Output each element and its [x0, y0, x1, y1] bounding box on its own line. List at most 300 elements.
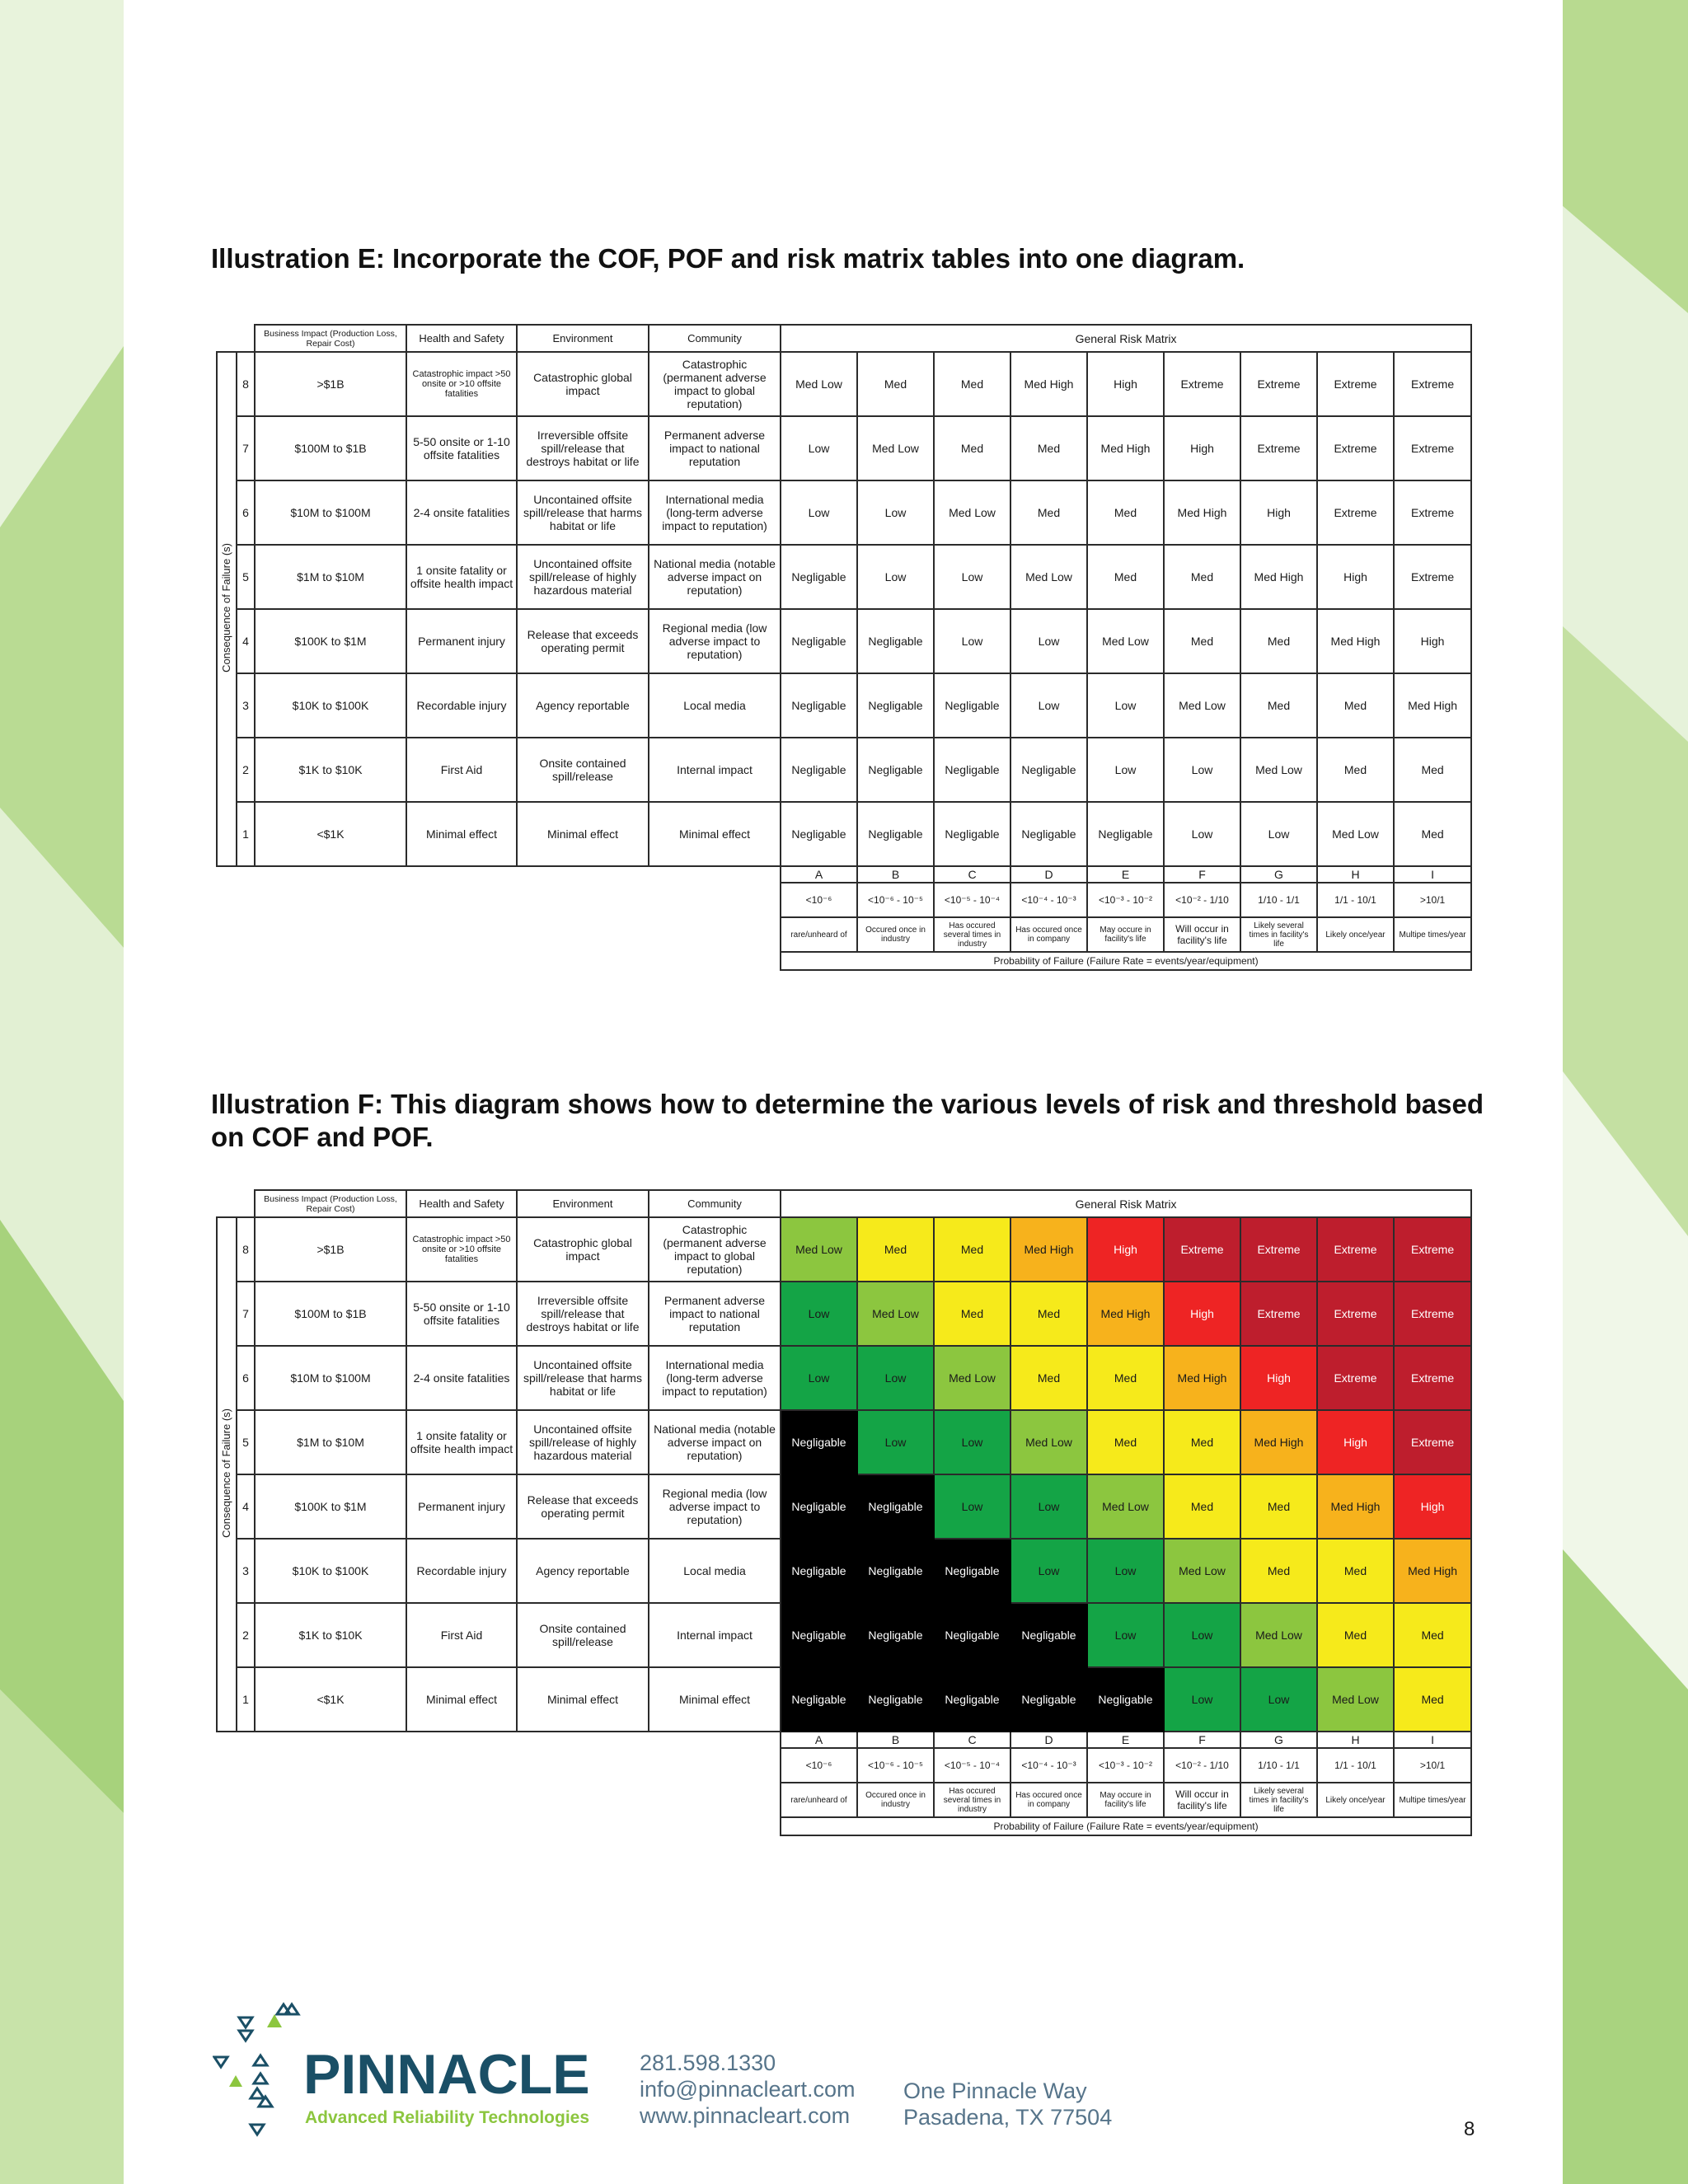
risk-cell: Med: [1087, 1346, 1164, 1410]
pof-spacer: [217, 1783, 781, 1817]
risk-cell: High: [1394, 1474, 1471, 1539]
cof-level: 7: [237, 1282, 255, 1346]
risk-cell: Med: [1010, 416, 1087, 480]
business-impact-cell: $100M to $1B: [255, 1282, 406, 1346]
risk-row: [217, 1539, 1471, 1603]
risk-cell: Extreme: [1317, 480, 1394, 545]
risk-cell: Low: [1010, 673, 1087, 738]
business-impact-cell: $10M to $100M: [255, 1346, 406, 1410]
risk-cell: Extreme: [1317, 1217, 1394, 1282]
pof-spacer: [217, 1732, 781, 1748]
health-safety-cell: 2-4 onsite fatalities: [406, 480, 517, 545]
cof-level: 6: [237, 1346, 255, 1410]
business-impact-cell: $1K to $10K: [255, 1603, 406, 1667]
environment-cell: Catastrophic global impact: [517, 352, 649, 416]
health-safety-cell: Permanent injury: [406, 1474, 517, 1539]
risk-cell: Low: [934, 545, 1010, 609]
risk-cell: Negligable: [1087, 1667, 1164, 1732]
risk-cell: Extreme: [1394, 480, 1471, 545]
header-business-impact: Business Impact (Production Loss, Repair Cost): [255, 1190, 406, 1217]
risk-cell: Med Low: [781, 1217, 857, 1282]
health-safety-cell: 1 onsite fatality or offsite health impact: [406, 1410, 517, 1474]
pof-letter: D: [1010, 1732, 1087, 1748]
contact-address-line1: One Pinnacle Way: [903, 2079, 1087, 2103]
risk-cell: Negligable: [934, 1603, 1010, 1667]
pof-spacer: [217, 952, 781, 970]
risk-cell: Med Low: [1240, 738, 1317, 802]
illustration-f-heading: Illustration F: This diagram shows how to determine the various levels of risk and threshold based on COF and POF.: [211, 1089, 1484, 1152]
risk-cell: Med High: [1317, 1474, 1394, 1539]
pof-rate: <10⁻⁶: [781, 1748, 857, 1783]
risk-cell: Med Low: [1317, 802, 1394, 866]
risk-cell: Med: [1394, 802, 1471, 866]
risk-cell: High: [1240, 480, 1317, 545]
risk-row: [217, 416, 1471, 480]
pof-description: Multipe times/year: [1394, 1783, 1471, 1817]
risk-cell: Med Low: [1087, 1474, 1164, 1539]
risk-row: [217, 1282, 1471, 1346]
community-cell: Permanent adverse impact to national reputation: [649, 416, 781, 480]
risk-cell: Negligable: [1010, 738, 1087, 802]
risk-cell: Negligable: [781, 1474, 857, 1539]
colored-risk-matrix-table: [216, 1189, 1472, 1836]
risk-cell: High: [1087, 1217, 1164, 1282]
header-health-safety: Health and Safety: [406, 1190, 517, 1217]
contact-email[interactable]: info@pinnacleart.com: [640, 2077, 856, 2102]
risk-cell: Med: [1240, 673, 1317, 738]
pof-rate: 1/10 - 1/1: [1240, 883, 1317, 917]
environment-cell: Uncontained offsite spill/release that harms habitat or life: [517, 480, 649, 545]
environment-cell: Catastrophic global impact: [517, 1217, 649, 1282]
community-cell: Permanent adverse impact to national reputation: [649, 1282, 781, 1346]
pof-letter: B: [857, 1732, 934, 1748]
risk-cell: Med: [934, 352, 1010, 416]
pof-letter: I: [1394, 1732, 1471, 1748]
contact-website[interactable]: www.pinnacleart.com: [640, 2103, 851, 2128]
risk-cell: High: [1240, 1346, 1317, 1410]
cof-level: 7: [237, 416, 255, 480]
header-health-safety: Health and Safety: [406, 325, 517, 352]
community-cell: Catastrophic (permanent adverse impact to global reputation): [649, 352, 781, 416]
risk-cell: Extreme: [1394, 1410, 1471, 1474]
risk-cell: Low: [1164, 1603, 1240, 1667]
business-impact-cell: >$1B: [255, 352, 406, 416]
risk-cell: High: [1164, 1282, 1240, 1346]
environment-cell: Uncontained offsite spill/release that harms habitat or life: [517, 1346, 649, 1410]
risk-cell: Negligable: [781, 1539, 857, 1603]
risk-cell: Negligable: [857, 1603, 934, 1667]
pof-rate: <10⁻³ - 10⁻²: [1087, 1748, 1164, 1783]
pof-description: Has occured once in company: [1010, 917, 1087, 952]
risk-cell: Negligable: [934, 673, 1010, 738]
health-safety-cell: 1 onsite fatality or offsite health impact: [406, 545, 517, 609]
risk-cell: Med: [1240, 609, 1317, 673]
cof-level: 2: [237, 1603, 255, 1667]
pof-rate: 1/1 - 10/1: [1317, 1748, 1394, 1783]
risk-cell: Med: [1240, 1539, 1317, 1603]
risk-cell: Low: [1164, 802, 1240, 866]
pof-letter: H: [1317, 866, 1394, 883]
business-impact-cell: $10M to $100M: [255, 480, 406, 545]
risk-cell: Med: [1240, 1474, 1317, 1539]
risk-cell: Low: [934, 609, 1010, 673]
risk-cell: Med Low: [1240, 1603, 1317, 1667]
header-environment: Environment: [517, 1190, 649, 1217]
risk-cell: Med Low: [934, 1346, 1010, 1410]
pof-spacer: [217, 1817, 781, 1835]
pof-description: rare/unheard of: [781, 917, 857, 952]
risk-cell: Extreme: [1317, 1346, 1394, 1410]
pof-description: May occure in facility's life: [1087, 1783, 1164, 1817]
pof-rate: >10/1: [1394, 883, 1471, 917]
illustration-f-diagram: [216, 1189, 1470, 1836]
pof-description: Has occured once in company: [1010, 1783, 1087, 1817]
risk-cell: Low: [1087, 673, 1164, 738]
environment-cell: Irreversible offsite spill/release that destroys habitat or life: [517, 416, 649, 480]
business-impact-cell: <$1K: [255, 802, 406, 866]
risk-cell: Negligable: [781, 673, 857, 738]
risk-cell: Med High: [1010, 352, 1087, 416]
community-cell: Catastrophic (permanent adverse impact to global reputation): [649, 1217, 781, 1282]
risk-cell: Med: [1164, 1474, 1240, 1539]
header-environment: Environment: [517, 325, 649, 352]
cof-level: 5: [237, 1410, 255, 1474]
cof-level: 5: [237, 545, 255, 609]
risk-cell: Low: [1164, 1667, 1240, 1732]
health-safety-cell: Catastrophic impact >50 onsite or >10 offsite fatalities: [406, 352, 517, 416]
risk-cell: Med: [1317, 1539, 1394, 1603]
risk-cell: Low: [934, 1410, 1010, 1474]
environment-cell: Release that exceeds operating permit: [517, 609, 649, 673]
business-impact-cell: $10K to $100K: [255, 673, 406, 738]
y-axis-cell: [217, 1217, 237, 1732]
risk-cell: Med High: [1010, 1217, 1087, 1282]
community-cell: Internal impact: [649, 1603, 781, 1667]
risk-cell: Extreme: [1394, 1282, 1471, 1346]
pof-description: Has occured several times in industry: [934, 917, 1010, 952]
pof-letter: C: [934, 1732, 1010, 1748]
risk-cell: Negligable: [934, 1667, 1010, 1732]
risk-cell: Low: [857, 480, 934, 545]
pof-spacer: [217, 917, 781, 952]
risk-cell: High: [1317, 1410, 1394, 1474]
risk-cell: Extreme: [1317, 416, 1394, 480]
risk-row: [217, 545, 1471, 609]
header-business-impact: Business Impact (Production Loss, Repair Cost): [255, 325, 406, 352]
risk-cell: Extreme: [1394, 1346, 1471, 1410]
risk-cell: Extreme: [1240, 352, 1317, 416]
environment-cell: Agency reportable: [517, 1539, 649, 1603]
pof-rate: <10⁻² - 1/10: [1164, 883, 1240, 917]
risk-row: [217, 1217, 1471, 1282]
pof-rate: 1/1 - 10/1: [1317, 883, 1394, 917]
risk-row: [217, 738, 1471, 802]
pof-spacer: [217, 866, 781, 883]
risk-cell: Low: [857, 1410, 934, 1474]
risk-cell: Med High: [1087, 1282, 1164, 1346]
risk-cell: Extreme: [1164, 1217, 1240, 1282]
risk-cell: Low: [1010, 1474, 1087, 1539]
community-cell: Minimal effect: [649, 1667, 781, 1732]
risk-cell: Negligable: [781, 738, 857, 802]
pof-description: May occure in facility's life: [1087, 917, 1164, 952]
risk-cell: Med: [1164, 1410, 1240, 1474]
pof-spacer: [217, 1748, 781, 1783]
risk-cell: Negligable: [781, 802, 857, 866]
risk-cell: Med: [1010, 1282, 1087, 1346]
health-safety-cell: Minimal effect: [406, 1667, 517, 1732]
cof-level: 4: [237, 609, 255, 673]
pof-rate: <10⁻⁴ - 10⁻³: [1010, 1748, 1087, 1783]
health-safety-cell: Minimal effect: [406, 802, 517, 866]
risk-cell: Negligable: [781, 609, 857, 673]
pof-rate: <10⁻⁵ - 10⁻⁴: [934, 883, 1010, 917]
risk-cell: Med: [934, 1217, 1010, 1282]
risk-cell: Extreme: [1394, 1217, 1471, 1282]
risk-cell: Med: [1087, 545, 1164, 609]
pof-rate: <10⁻⁶: [781, 883, 857, 917]
header-general-risk-matrix: General Risk Matrix: [781, 325, 1471, 352]
health-safety-cell: Recordable injury: [406, 1539, 517, 1603]
health-safety-cell: Permanent injury: [406, 609, 517, 673]
health-safety-cell: Catastrophic impact >50 onsite or >10 offsite fatalities: [406, 1217, 517, 1282]
environment-cell: Release that exceeds operating permit: [517, 1474, 649, 1539]
risk-cell: Extreme: [1394, 416, 1471, 480]
header-spacer: [217, 1190, 255, 1217]
health-safety-cell: First Aid: [406, 738, 517, 802]
risk-cell: Med Low: [1087, 609, 1164, 673]
risk-cell: Med High: [1164, 480, 1240, 545]
pof-rate: <10⁻⁶ - 10⁻⁵: [857, 1748, 934, 1783]
pof-letter: C: [934, 866, 1010, 883]
environment-cell: Uncontained offsite spill/release of highly hazardous material: [517, 1410, 649, 1474]
environment-cell: Uncontained offsite spill/release of highly hazardous material: [517, 545, 649, 609]
pof-description: Likely several times in facility's life: [1240, 917, 1317, 952]
pof-letter: I: [1394, 866, 1471, 883]
risk-cell: Low: [934, 1474, 1010, 1539]
risk-row: [217, 673, 1471, 738]
pof-title: Probability of Failure (Failure Rate = events/year/equipment): [781, 1817, 1471, 1835]
cof-level: 6: [237, 480, 255, 545]
risk-cell: Negligable: [857, 802, 934, 866]
community-cell: Regional media (low adverse impact to reputation): [649, 609, 781, 673]
community-cell: National media (notable adverse impact on reputation): [649, 1410, 781, 1474]
risk-cell: Med High: [1164, 1346, 1240, 1410]
risk-cell: Negligable: [1087, 802, 1164, 866]
risk-cell: Med Low: [934, 480, 1010, 545]
risk-row: [217, 1410, 1471, 1474]
risk-cell: Negligable: [1010, 1667, 1087, 1732]
health-safety-cell: 2-4 onsite fatalities: [406, 1346, 517, 1410]
risk-cell: Med Low: [1164, 673, 1240, 738]
environment-cell: Agency reportable: [517, 673, 649, 738]
risk-cell: Low: [781, 1282, 857, 1346]
contact-phone: 281.598.1330: [640, 2050, 776, 2075]
pof-description: Multipe times/year: [1394, 917, 1471, 952]
community-cell: Local media: [649, 673, 781, 738]
environment-cell: Onsite contained spill/release: [517, 738, 649, 802]
risk-cell: Med High: [1240, 1410, 1317, 1474]
pof-description: Will occur in facility's life: [1164, 1783, 1240, 1817]
risk-cell: Med: [1394, 1603, 1471, 1667]
risk-cell: Extreme: [1240, 1282, 1317, 1346]
risk-cell: Med Low: [857, 416, 934, 480]
risk-cell: Extreme: [1240, 416, 1317, 480]
risk-cell: Med: [1317, 738, 1394, 802]
risk-cell: Med Low: [1010, 545, 1087, 609]
risk-cell: Med: [1010, 480, 1087, 545]
risk-cell: Med: [934, 416, 1010, 480]
risk-cell: Low: [1087, 1603, 1164, 1667]
contact-address-line2: Pasadena, TX 77504: [903, 2105, 1113, 2130]
risk-cell: Extreme: [1240, 1217, 1317, 1282]
risk-cell: High: [1087, 352, 1164, 416]
pof-letter: G: [1240, 1732, 1317, 1748]
risk-cell: Med: [1087, 1410, 1164, 1474]
pof-letter: B: [857, 866, 934, 883]
pof-rate: <10⁻⁴ - 10⁻³: [1010, 883, 1087, 917]
risk-cell: Low: [1010, 1539, 1087, 1603]
risk-cell: Negligable: [781, 1410, 857, 1474]
risk-cell: Negligable: [934, 802, 1010, 866]
business-impact-cell: $100M to $1B: [255, 416, 406, 480]
risk-cell: Negligable: [934, 1539, 1010, 1603]
risk-cell: Negligable: [857, 609, 934, 673]
risk-cell: Med: [1317, 673, 1394, 738]
cof-level: 3: [237, 1539, 255, 1603]
risk-cell: Med High: [1394, 673, 1471, 738]
risk-cell: Med Low: [857, 1282, 934, 1346]
business-impact-cell: $100K to $1M: [255, 609, 406, 673]
community-cell: Internal impact: [649, 738, 781, 802]
logo-wordmark: PINNACLE: [303, 2043, 590, 2106]
pof-description: rare/unheard of: [781, 1783, 857, 1817]
pof-letter: E: [1087, 1732, 1164, 1748]
risk-cell: Med: [934, 1282, 1010, 1346]
pof-rate: <10⁻³ - 10⁻²: [1087, 883, 1164, 917]
pof-description: Likely once/year: [1317, 1783, 1394, 1817]
pof-letter: G: [1240, 866, 1317, 883]
pof-letter: A: [781, 866, 857, 883]
header-community: Community: [649, 325, 781, 352]
risk-cell: Med High: [1394, 1539, 1471, 1603]
business-impact-cell: $1M to $10M: [255, 1410, 406, 1474]
cof-level: 8: [237, 1217, 255, 1282]
pof-rate: >10/1: [1394, 1748, 1471, 1783]
pof-title: Probability of Failure (Failure Rate = events/year/equipment): [781, 952, 1471, 970]
risk-row: [217, 609, 1471, 673]
risk-cell: Med: [1394, 1667, 1471, 1732]
risk-cell: Negligable: [1010, 802, 1087, 866]
business-impact-cell: >$1B: [255, 1217, 406, 1282]
health-safety-cell: First Aid: [406, 1603, 517, 1667]
risk-cell: Negligable: [1010, 1603, 1087, 1667]
pof-letter: D: [1010, 866, 1087, 883]
business-impact-cell: $10K to $100K: [255, 1539, 406, 1603]
risk-cell: Med: [1164, 609, 1240, 673]
risk-row: [217, 1667, 1471, 1732]
risk-cell: Med: [857, 352, 934, 416]
community-cell: Local media: [649, 1539, 781, 1603]
page-number: 8: [1464, 2118, 1475, 2140]
risk-cell: Low: [781, 480, 857, 545]
risk-cell: Negligable: [857, 738, 934, 802]
risk-cell: Low: [1164, 738, 1240, 802]
pof-spacer: [217, 883, 781, 917]
risk-cell: Low: [1240, 802, 1317, 866]
risk-cell: Med: [1087, 480, 1164, 545]
pof-rate: 1/10 - 1/1: [1240, 1748, 1317, 1783]
pof-description: Likely several times in facility's life: [1240, 1783, 1317, 1817]
risk-cell: Low: [781, 416, 857, 480]
pof-letter: H: [1317, 1732, 1394, 1748]
risk-cell: Negligable: [857, 1474, 934, 1539]
logo-tagline: Advanced Reliability Technologies: [305, 2108, 590, 2127]
cof-level: 1: [237, 1667, 255, 1732]
risk-cell: Extreme: [1317, 352, 1394, 416]
risk-cell: High: [1317, 545, 1394, 609]
risk-cell: Med High: [1317, 609, 1394, 673]
cof-level: 4: [237, 1474, 255, 1539]
risk-cell: Med: [857, 1217, 934, 1282]
risk-matrix-table: [216, 324, 1472, 971]
risk-cell: Low: [781, 1346, 857, 1410]
risk-row: [217, 1474, 1471, 1539]
cof-level: 1: [237, 802, 255, 866]
risk-cell: Extreme: [1394, 545, 1471, 609]
risk-row: [217, 352, 1471, 416]
risk-cell: Med High: [1240, 545, 1317, 609]
environment-cell: Irreversible offsite spill/release that destroys habitat or life: [517, 1282, 649, 1346]
risk-cell: Low: [1087, 1539, 1164, 1603]
pof-letter: E: [1087, 866, 1164, 883]
risk-cell: Med: [1317, 1603, 1394, 1667]
risk-cell: Med Low: [781, 352, 857, 416]
risk-cell: High: [1164, 416, 1240, 480]
illustration-e-heading: Illustration E: Incorporate the COF, POF and risk matrix tables into one diagram.: [211, 243, 1245, 274]
risk-cell: Negligable: [781, 1667, 857, 1732]
cof-level: 8: [237, 352, 255, 416]
pof-rate: <10⁻⁵ - 10⁻⁴: [934, 1748, 1010, 1783]
risk-cell: Med: [1394, 738, 1471, 802]
environment-cell: Minimal effect: [517, 1667, 649, 1732]
community-cell: National media (notable adverse impact on reputation): [649, 545, 781, 609]
y-axis-cell: [217, 352, 237, 866]
risk-cell: Negligable: [857, 1667, 934, 1732]
risk-cell: Med: [1164, 545, 1240, 609]
risk-cell: Low: [1240, 1667, 1317, 1732]
y-axis-label: Consequence of Failure (s): [220, 543, 232, 673]
business-impact-cell: <$1K: [255, 1667, 406, 1732]
health-safety-cell: 5-50 onsite or 1-10 offsite fatalities: [406, 1282, 517, 1346]
community-cell: International media (long-term adverse impact to reputation): [649, 480, 781, 545]
pof-letter: F: [1164, 866, 1240, 883]
environment-cell: Onsite contained spill/release: [517, 1603, 649, 1667]
business-impact-cell: $100K to $1M: [255, 1474, 406, 1539]
community-cell: Minimal effect: [649, 802, 781, 866]
pof-description: Has occured several times in industry: [934, 1783, 1010, 1817]
cof-level: 3: [237, 673, 255, 738]
risk-cell: Negligable: [781, 1603, 857, 1667]
risk-cell: Med: [1010, 1346, 1087, 1410]
risk-row: [217, 1603, 1471, 1667]
risk-cell: Low: [1010, 609, 1087, 673]
risk-cell: Med Low: [1010, 1410, 1087, 1474]
header-spacer: [217, 325, 255, 352]
business-impact-cell: $1M to $10M: [255, 545, 406, 609]
pof-rate: <10⁻² - 1/10: [1164, 1748, 1240, 1783]
risk-row: [217, 802, 1471, 866]
